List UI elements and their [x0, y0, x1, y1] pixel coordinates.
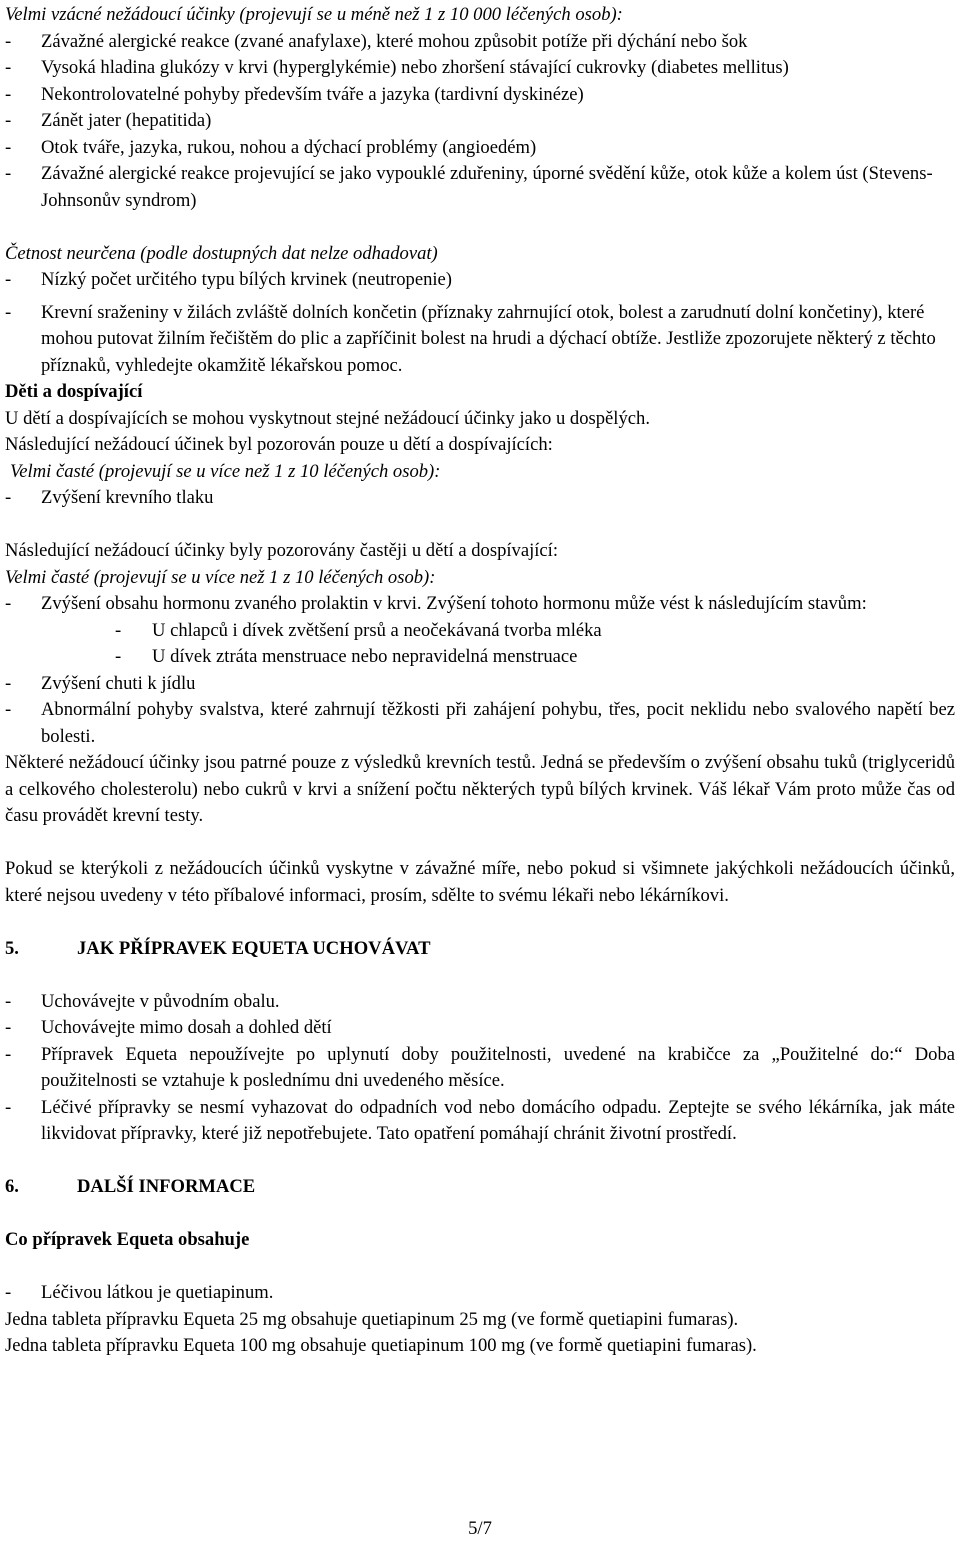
very-rare-heading: Velmi vzácné nežádoucí účinky (projevují se u méně než 1 z 10 000 léčených osob):: [5, 4, 623, 25]
list-item: - Závažné alergické reakce (zvané anafylaxe), které mohou způsobit potíže při dýchání nebo šok: [5, 30, 748, 52]
blood-tests-paragraph: Některé nežádoucí účinky jsou patrné pouze z výsledků krevních testů. Jedná se především o zvýšení obsahu tuků (triglyceridů a celkového cholesterolu) nebo cukrů v krvi a snížení počtu některých typů bílých krvinek. Váš lékař Vám proto může čas od času provádět krevní testy.: [5, 752, 955, 826]
children-heading: Děti a dospívající: [5, 381, 143, 402]
page-number: 5/7: [468, 1518, 492, 1539]
children-only-text: Následující nežádoucí účinek byl pozorován pouze u dětí a dospívajících:: [5, 434, 553, 455]
sub-list-item: - U chlapců i dívek zvětšení prsů a neočekávaná tvorba mléka: [115, 619, 602, 641]
list-item: - Uchovávejte v původním obalu.: [5, 990, 280, 1012]
unknown-frequency-heading: Četnost neurčena (podle dostupných dat nelze odhadovat): [5, 242, 438, 264]
list-item: - Léčivou látkou je quetiapinum.: [5, 1282, 274, 1303]
leaflet-page: [5, 2, 955, 1360]
list-item: - Zvýšení obsahu hormonu zvaného prolaktin v krvi. Zvýšení tohoto hormonu může vést k následujícím stavům:: [5, 593, 867, 614]
children-intro: U dětí a dospívajících se mohou vyskytnout stejné nežádoucí účinky jako u dospělých.: [5, 407, 650, 429]
list-item: - Nízký počet určitého typu bílých krvinek (neutropenie): [5, 269, 452, 290]
contents-subheading: Co přípravek Equeta obsahuje: [5, 1229, 250, 1250]
tablet-25mg-line: Jedna tableta přípravku Equeta 25 mg obsahuje quetiapinum 25 mg (ve formě quetiapini fumaras).: [5, 1308, 739, 1330]
list-item: - Nekontrolovatelné pohyby především tváře a jazyka (tardivní dyskinéze): [5, 83, 584, 105]
list-item: - Krevní sraženiny v žilách zvláště dolních končetin (příznaky zahrnující otok, bolest a zarudnutí dolní končetiny), které mohou putovat žilním řečištěm do plic a zapříčinit bolest na hrudi a dýchací obtíže. Jestliže zpozorujete některý z těchto příznaků, vyhledejte okamžitě lékařskou pomoc.: [5, 301, 936, 376]
report-paragraph: Pokud se kterýkoli z nežádoucích účinků vyskytne v závažné míře, nebo pokud si všimnete jakýchkoli nežádoucích účinků, které nejsou uvedeny v této příbalové informaci, prosím, sdělte to svému lékaři nebo lékárníkovi.: [5, 858, 955, 906]
list-item: - Zvýšení chuti k jídlu: [5, 672, 196, 694]
list-item: - Uchovávejte mimo dosah a dohled dětí: [5, 1017, 332, 1038]
list-item: - Přípravek Equeta nepoužívejte po uplynutí doby použitelnosti, uvedené na krabičce za „Použitelné do:“ Doba použitelnosti se vztahuje k poslednímu dni uvedeného měsíce.: [5, 1043, 955, 1091]
list-item: - Zánět jater (hepatitida): [5, 110, 212, 131]
list-item: - Závažné alergické reakce projevující se jako vypouklé zduřeniny, úporné svědění kůže, otok kůže a kolem úst (Stevens-Johnsonův syndrom): [5, 163, 933, 211]
list-item: - Abnormální pohyby svalstva, které zahrnují těžkosti při zahájení pohybu, třes, pocit neklidu nebo svalového napětí bez bolesti.: [5, 699, 955, 747]
section-6-heading: 6. DALŠÍ INFORMACE: [5, 1176, 256, 1197]
sub-list-item: - U dívek ztráta menstruace nebo nepravidelná menstruace: [115, 646, 578, 667]
list-item: - Otok tváře, jazyka, rukou, nohou a dýchací problémy (angioedém): [5, 136, 537, 158]
list-item: - Vysoká hladina glukózy v krvi (hyperglykémie) nebo zhoršení stávající cukrovky (diabetes mellitus): [5, 57, 789, 78]
tablet-100mg-line: Jedna tableta přípravku Equeta 100 mg obsahuje quetiapinum 100 mg (ve formě quetiapini fumaras).: [5, 1335, 757, 1356]
list-item: - Zvýšení krevního tlaku: [5, 487, 214, 508]
list-item: - Léčivé přípravky se nesmí vyhazovat do odpadních vod nebo domácího odpadu. Zeptejte se svého lékárníka, jak máte likvidovat přípravky, které již nepotřebujete. Tato opatření pomáhají chránit životní prostředí.: [5, 1096, 955, 1144]
very-common-heading: Velmi časté (projevují se u více než 1 z 10 léčených osob):: [5, 566, 436, 588]
very-common-heading: Velmi časté (projevují se u více než 1 z 10 léčených osob):: [10, 460, 441, 482]
section-5-heading: 5. JAK PŘÍPRAVEK EQUETA UCHOVÁVAT: [5, 937, 431, 959]
children-more-often-text: Následující nežádoucí účinky byly pozorovány častěji u dětí a dospívající:: [5, 540, 559, 561]
